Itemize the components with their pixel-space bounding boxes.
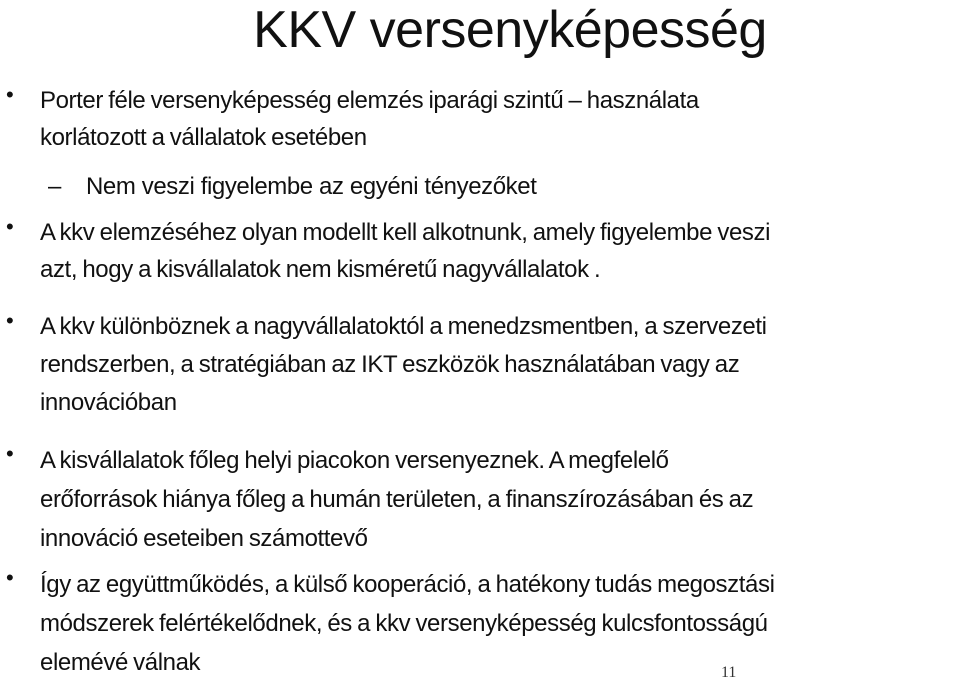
- bullet-item: [40, 82, 950, 156]
- bullet-item: [40, 441, 950, 558]
- bullet-marker: •: [6, 441, 14, 466]
- bullet-item: [40, 308, 950, 422]
- bullet-marker: •: [6, 308, 14, 333]
- slide-title: KKV versenyképesség: [253, 1, 767, 59]
- bullet-item: [40, 565, 950, 682]
- bullet-line: korlátozott a vállalatok esetében: [40, 124, 367, 151]
- bullet-line: azt, hogy a kisvállalatok nem kisméretű nagyvállalatok .: [40, 256, 601, 283]
- bullet-line: rendszerben, a stratégiában az IKT eszközök használatában vagy az: [40, 351, 740, 378]
- bullet-line: módszerek felértékelődnek, és a kkv versenyképesség kulcsfontosságú: [40, 610, 768, 637]
- bullet-line: elemévé válnak: [40, 649, 201, 676]
- bullet-line: Így az együttműködés, a külső kooperáció, a hatékony tudás megosztási: [40, 571, 775, 598]
- sub-bullet-item: [48, 168, 537, 205]
- bullet-marker: •: [6, 565, 14, 590]
- bullet-line: A kkv elemzéséhez olyan modellt kell alkotnunk, amely figyelembe veszi: [40, 219, 771, 246]
- bullet-line: A kkv különböznek a nagyvállalatoktól a menedzsmentben, a szervezeti: [40, 313, 767, 340]
- page-number: 11: [721, 664, 737, 681]
- bullet-marker: •: [6, 82, 14, 107]
- bullet-line: Porter féle versenyképesség elemzés iparági szintű – használata: [40, 87, 699, 114]
- bullet-line: erőforrások hiánya főleg a humán területen, a finanszírozásában és az: [40, 486, 754, 513]
- bullet-marker: •: [6, 214, 14, 239]
- bullet-item: [40, 214, 950, 288]
- sub-bullet-marker: –: [48, 173, 61, 200]
- sub-bullet-text: Nem veszi figyelembe az egyéni tényezőket: [86, 173, 537, 200]
- bullet-line: A kisvállalatok főleg helyi piacokon versenyeznek. A megfelelő: [40, 447, 669, 474]
- bullet-line: innovációban: [40, 389, 177, 416]
- bullet-line: innováció eseteiben számottevő: [40, 525, 368, 552]
